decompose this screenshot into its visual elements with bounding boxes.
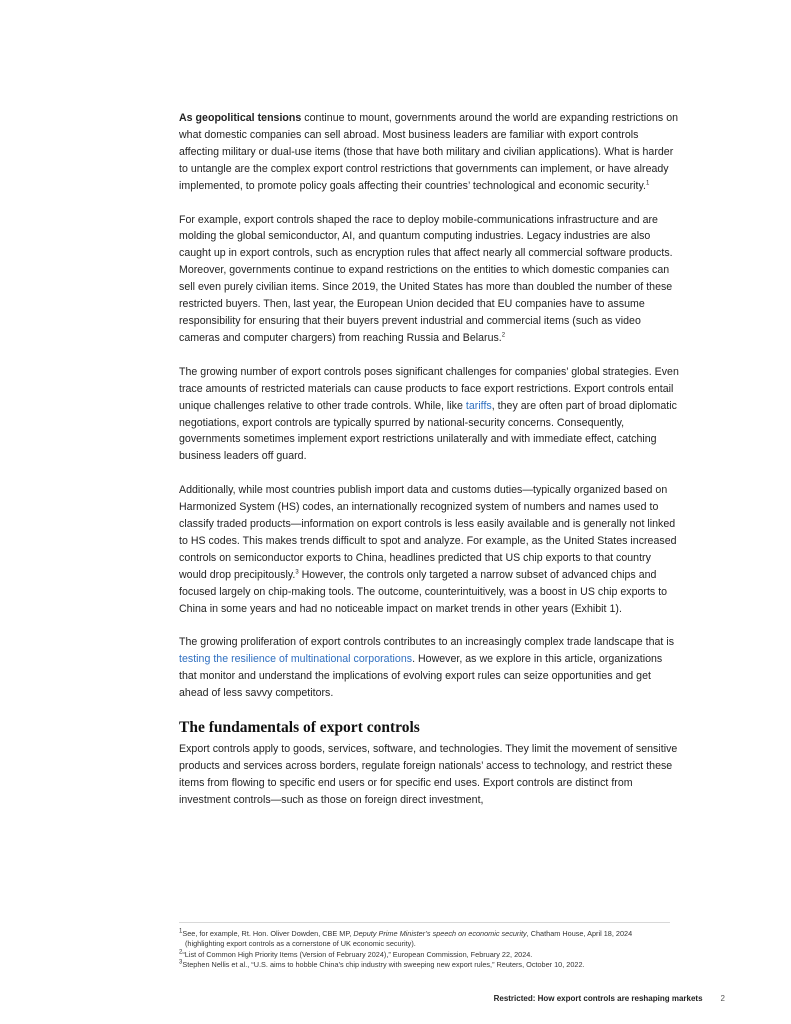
paragraph-5 [179, 634, 679, 702]
article-body [179, 110, 679, 826]
footnote-1-number: 1 [179, 928, 183, 935]
paragraph-3 [179, 364, 679, 465]
footnote-1-title: Deputy Prime Minister’s speech on economic security [353, 929, 527, 938]
paragraph-5-text-after: . However, as we explore in this article, organizations that monitor and understand the implications of evolving export rules can seize opportunities and get ahead of less savvy competitors. [179, 653, 663, 700]
footnote-2 [179, 950, 670, 960]
paragraph-1-text: continue to mount, governments around the world are expanding restrictions on what domestic companies can sell abroad. Most business leaders are familiar with export controls affecting military or dual-use items (those that have both military and civilian applications). What is harder to untangle are the complex export control restrictions that governments can implement, or have already implemented, to promote policy goals affecting their countries’ technological and economic security. [179, 112, 679, 192]
tariffs-link[interactable]: tariffs [465, 399, 492, 412]
paragraph-6-text: Export controls apply to goods, services, software, and technologies. They limit the movement of sensitive products and services across borders, regulate foreign nationals’ access to technology, and restrict these items from flowing to specific end users or for specific end uses. Export controls are distinct from investment controls—such as those on foreign direct investment, [179, 743, 678, 806]
footnote-3 [179, 960, 670, 970]
paragraph-4-text-before: Additionally, while most countries publish import data and customs duties—typically organized based on Harmonized System (HS) codes, an internationally recognized system of numbers and names used to classify traded products—information on export controls is less easily available and is generally not linked to HS codes. This makes trends difficult to spot and analyze. For example, as the United States increased controls on semiconductor exports to China, headlines predicted that US chip exports to that country would drop precipitously. [179, 484, 677, 581]
resilience-link[interactable]: testing the resilience of multinational corporations [179, 653, 413, 666]
paragraph-1 [179, 110, 679, 195]
lead-in: As geopolitical tensions [179, 112, 302, 124]
section-heading: The fundamentals of export controls [179, 719, 420, 737]
page-footer [400, 994, 725, 1003]
paragraph-3-text-after: , they are often part of broad diplomatic negotiations, export controls are typically spurred by national-security concerns. Consequently, governments sometimes implement export restrictions unilaterally and with immediate effect, catching business leaders off guard. [179, 399, 677, 463]
footnote-ref-3[interactable]: 3 [295, 569, 299, 576]
paragraph-3-text-before: The growing number of export controls poses significant challenges for companies’ global strategies. Even trace amounts of restricted materials can cause products to face export restrictions. Export controls entail unique challenges relative to other trade controls. While, like [179, 365, 679, 412]
paragraph-6 [179, 741, 679, 809]
footnotes [179, 922, 670, 970]
paragraph-4-text-after: However, the controls only targeted a narrow subset of advanced chips and focused largely on chip-making tools. The outcome, counterintuitively, was a boost in US chip exports to China in some years and had no noticeable impact on market trends in other years (Exhibit 1). [179, 568, 668, 615]
paragraph-2-text: For example, export controls shaped the race to deploy mobile-communications infrastructure and are molding the global semiconductor, AI, and quantum computing industries. Legacy industries are also caught up in export controls, such as encryption rules that affect nearly all commercial software products. Moreover, governments continue to expand restrictions on the entities to which domestic companies can sell even purely civilian items. Since 2019, the United States has more than doubled the number of these restricted buyers. Then, last year, the European Union decided that EU companies have to assume responsibility for ensuring that their buyers prevent industrial and commercial items (such as video cameras and computer chargers) from reaching Russia and Belarus. [179, 213, 673, 344]
page-number: 2 [720, 994, 725, 1003]
paragraph-2 [179, 212, 679, 347]
footnote-2-text: “List of Common High Priority Items (Version of February 2024),” European Commission, February 22, 2024. [182, 949, 533, 959]
footnote-ref-2[interactable]: 2 [501, 332, 506, 339]
footnote-1-text-after: , Chatham House, April 18, 2024 (highlighting export controls as a cornerstone of UK economic security). [185, 929, 633, 949]
footnote-1-text-before: See, for example, Rt. Hon. Oliver Dowden, CBE MP, [182, 929, 354, 938]
footnote-1 [179, 929, 670, 950]
footer-title: Restricted: How export controls are reshaping markets [493, 994, 703, 1003]
paragraph-5-text-before: The growing proliferation of export controls contributes to an increasingly complex trade landscape that is [179, 636, 675, 649]
footnote-3-number: 3 [179, 959, 183, 966]
footnote-ref-1[interactable]: 1 [646, 180, 650, 187]
paragraph-4 [179, 482, 679, 617]
footnote-3-text: Stephen Nellis et al., “U.S. aims to hobble China’s chip industry with sweeping new export rules,” Reuters, October 10, 2022. [182, 959, 585, 969]
footnote-2-number: 2 [179, 949, 183, 956]
